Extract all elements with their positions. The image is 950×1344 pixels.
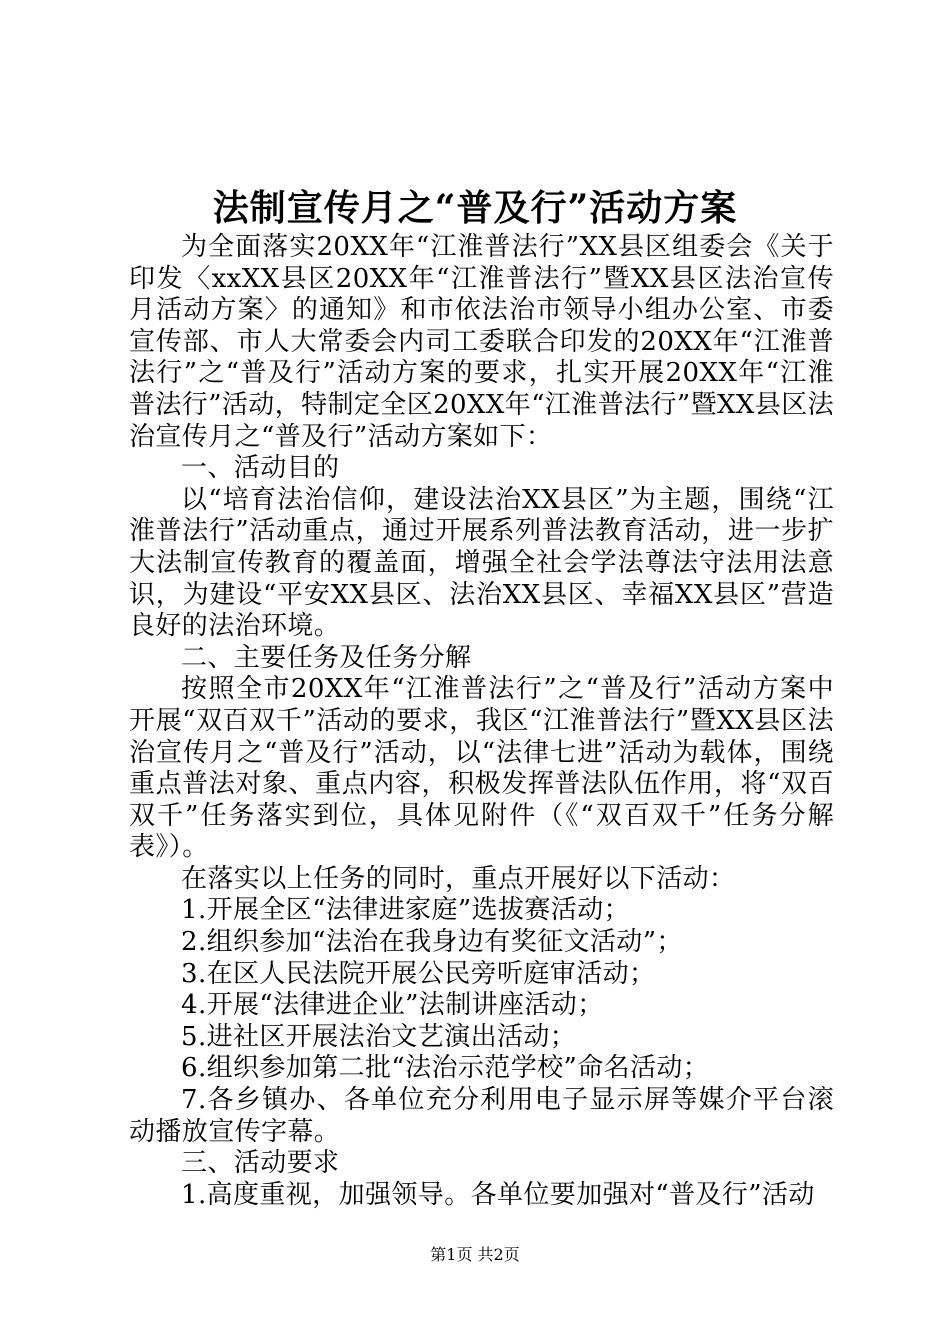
document-body [129, 232, 834, 1211]
paragraph-tasks: 按照全市20XX年“江淮普法行”之“普及行”活动方案中开展“双百双千”活动的要求，我区“江淮普法行”暨XX县区法治宣传月之“普及行”活动，以“法律七进”活动为载体，围绕重点普法对象、重点内容，积极发挥普法队伍作用，将“双百双千”任务落实到位，具体见附件（《“双百双千”任务分解表》）。 [129, 674, 834, 863]
list-item-4: 4.开展“法律进企业”法制讲座活动； [181, 990, 604, 1021]
section-heading-1: 一、活动目的 [181, 453, 340, 484]
document-title: 法制宣传月之“普及行”活动方案 [212, 187, 738, 229]
list-item-1: 1.开展全区“法律进家庭”选拔赛活动； [181, 895, 630, 926]
paragraph-activities-intro: 在落实以上任务的同时，重点开展好以下活动： [181, 863, 736, 894]
paragraph-requirement-1: 1.高度重视，加强领导。各单位要加强对“普及行”活动 [181, 1179, 815, 1210]
list-item-6: 6.组织参加第二批“法治示范学校”命名活动； [181, 1053, 710, 1084]
paragraph-purpose: 以“培育法治信仰，建设法治XX县区”为主题，围绕“江淮普法行”活动重点，通过开展系列普法教育活动，进一步扩大法制宣传教育的覆盖面，增强全社会学法尊法守法用法意识，为建设“平安XX县区、法治XX县区、幸福XX县区”营造良好的法治环境。 [129, 484, 834, 642]
section-heading-2: 二、主要任务及任务分解 [181, 642, 472, 673]
list-item-5: 5.进社区开展法治文艺演出活动； [181, 1021, 577, 1052]
page-footer: 第1页 共2页 [430, 1245, 520, 1264]
paragraph-intro: 为全面落实20XX年“江淮普法行”XX县区组委会《关于印发〈xxXX县区20XX年“江淮普法行”暨XX县区法治宣传月活动方案〉的通知》和市依法治市领导小组办公室、市委宣传部、市人大常委会内司工委联合印发的20XX年“江淮普法行”之“普及行”活动方案的要求，扎实开展20XX年“江淮普法行”活动，特制定全区20XX年“江淮普法行”暨XX县区法治宣传月之“普及行”活动方案如下： [129, 232, 834, 452]
list-item-7: 7.各乡镇办、各单位充分利用电子显示屏等媒介平台滚动播放宣传字幕。 [129, 1085, 834, 1147]
list-item-3: 3.在区人民法院开展公民旁听庭审活动； [181, 958, 656, 989]
section-heading-3: 三、活动要求 [181, 1148, 340, 1179]
list-item-2: 2.组织参加“法治在我身边有奖征文活动”； [181, 927, 683, 958]
